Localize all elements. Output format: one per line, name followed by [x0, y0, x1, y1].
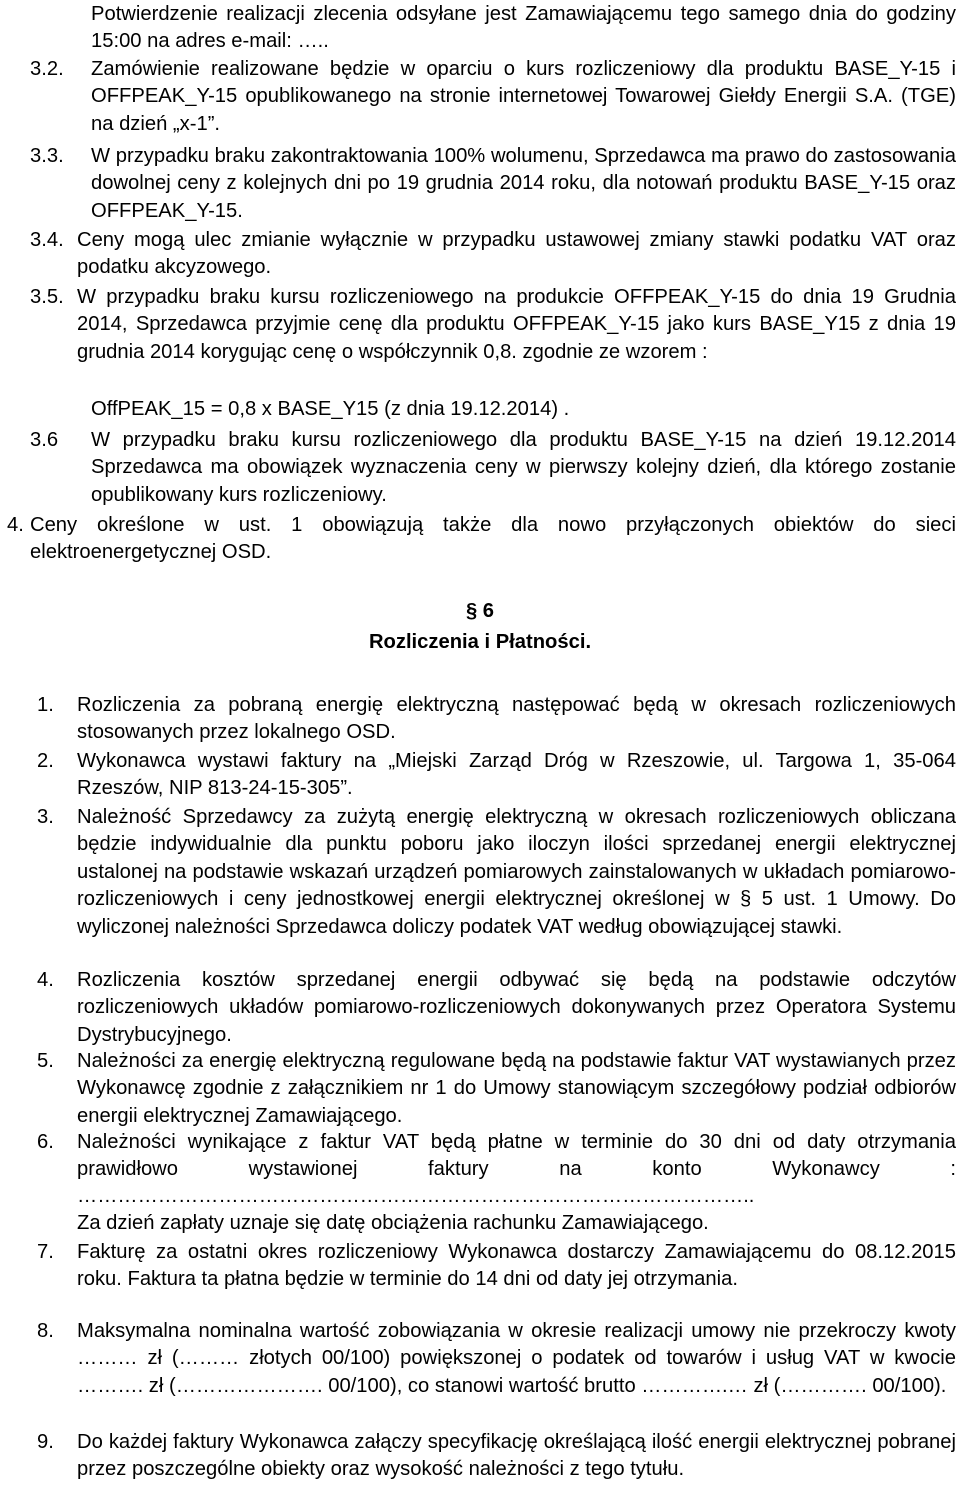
list-number: 3.: [37, 806, 54, 828]
list-number: 8.: [37, 1320, 54, 1342]
item-number: 3.5.: [30, 286, 64, 308]
list-item: Rozliczenia za pobraną energię elektryczną następować będą w okresach rozliczeniowych stosowanych przez lokalnego OSD.: [77, 694, 956, 744]
item-text: Ceny mogą ulec zmianie wyłącznie w przypadku ustawowej zmiany stawki podatku VAT oraz podatku akcyzowego.: [77, 229, 956, 279]
list-item-note: Za dzień zapłaty uznaje się datę obciążenia rachunku Zamawiającego.: [77, 1212, 709, 1234]
list-number: 7.: [37, 1241, 54, 1263]
list-number: 5.: [37, 1050, 54, 1072]
list-item: Należności wynikające z faktur VAT będą płatne w terminie do 30 dni od daty otrzymania prawidłowo wystawionej faktury na konto Wykonawcy :: [77, 1131, 956, 1181]
item-number: 4.: [7, 514, 24, 536]
item-number: 3.6: [30, 429, 59, 451]
list-item: Maksymalna nominalna wartość zobowiązania w okresie realizacji umowy nie przekroczy kwoty ……… zł (……… złotych 00/100) powiększonej o podatek od towarów i usług VAT w kwocie ………. zł (…………………. 00/100), co stanowi wartość brutto ………….… zł (…………. 00/100).: [77, 1320, 956, 1397]
list-number: 6.: [37, 1131, 54, 1153]
item-text: W przypadku braku kursu rozliczeniowego na produkcie OFFPEAK_Y-15 do dnia 19 Grudnia 2014, Sprzedawca przyjmie cenę dla produktu OFFPEAK_Y-15 jako kurs BASE_Y15 z dnia 19 grudnia 2014 korygując cenę o współczynnik 0,8. zgodnie ze wzorem :: [77, 286, 956, 363]
section-title: Rozliczenia i Płatności.: [368, 631, 592, 653]
list-item: Fakturę za ostatni okres rozliczeniowy Wykonawca dostarczy Zamawiającemu do 08.12.2015 roku. Faktura ta płatna będzie w terminie do 14 dni od daty jej otrzymania.: [77, 1241, 956, 1291]
item-number: 3.3.: [30, 145, 64, 167]
section-number: § 6: [465, 600, 495, 622]
list-item: Należność Sprzedawcy za zużytą energię elektryczną w okresach rozliczeniowych obliczana będzie indywidualnie dla punktu poboru jako iloczyn ilości sprzedanej energii elektrycznej ustalonej na podstawie wskazań urządzeń pomiarowych zainstalowanych w układach pomiarowo-rozliczeniowych i ceny jednostkowej energii elektrycznej określonej w § 5 ust. 1 Umowy. Do wyliczonej należności Sprzedawca doliczy podatek VAT według obowiązującej stawki.: [77, 806, 956, 938]
list-item: Należności za energię elektryczną regulowane będą na podstawie faktur VAT wystawianych przez Wykonawcę zgodnie z załącznikiem nr 1 do Umowy stanowiącym szczegółowy podział odbiorów energii elektrycznej Zamawiającego.: [77, 1050, 956, 1127]
list-item: Rozliczenia kosztów sprzedanej energii odbywać się będą na podstawie odczytów rozliczeniowych układów pomiarowo-rozliczeniowych dokonywanych przez Operatora Systemu Dystrybucyjnego.: [77, 969, 956, 1046]
list-number: 4.: [37, 969, 54, 991]
item-text: W przypadku braku kursu rozliczeniowego dla produktu BASE_Y-15 na dzień 19.12.2014 Sprzedawca ma obowiązek wyznaczenia ceny w pierwszy kolejny dzień, dla którego zostanie opublikowany kurs rozliczeniowy.: [91, 429, 956, 506]
list-number: 2.: [37, 750, 54, 772]
item-text: Zamówienie realizowane będzie w oparciu o kurs rozliczeniowy dla produktu BASE_Y-15 i OFFPEAK_Y-15 opublikowanego na stronie internetowej Towarowej Giełdy Energii S.A. (TGE) na dzień „x-1”.: [91, 58, 956, 135]
item-text: Ceny określone w ust. 1 obowiązują także dla nowo przyłączonych obiektów do sieci elektroenergetycznej OSD.: [30, 514, 956, 564]
list-item: Wykonawca wystawi faktury na „Miejski Zarząd Dróg w Rzeszowie, ul. Targowa 1, 35-064 Rzeszów, NIP 813-24-15-305”.: [77, 750, 956, 800]
list-number: 1.: [37, 694, 54, 716]
intro-paragraph: Potwierdzenie realizacji zlecenia odsyłane jest Zamawiającemu tego samego dnia do godziny 15:00 na adres e-mail: …..: [91, 3, 956, 53]
list-number: 9.: [37, 1431, 54, 1453]
account-dots: ………………………………………………………………………………………..: [77, 1185, 755, 1207]
list-item: Do każdej faktury Wykonawca załączy specyfikację określającą ilość energii elektrycznej pobranej przez poszczególne obiekty oraz wysokość należności z tego tytułu.: [77, 1431, 956, 1481]
item-number: 3.4.: [30, 229, 64, 251]
formula: OffPEAK_15 = 0,8 x BASE_Y15 (z dnia 19.12.2014) .: [91, 398, 570, 420]
item-number: 3.2.: [30, 58, 64, 80]
item-text: W przypadku braku zakontraktowania 100% wolumenu, Sprzedawca ma prawo do zastosowania dowolnej ceny z kolejnych dni po 19 grudnia 2014 roku, dla notowań produktu BASE_Y-15 oraz OFFPEAK_Y-15.: [91, 145, 956, 222]
